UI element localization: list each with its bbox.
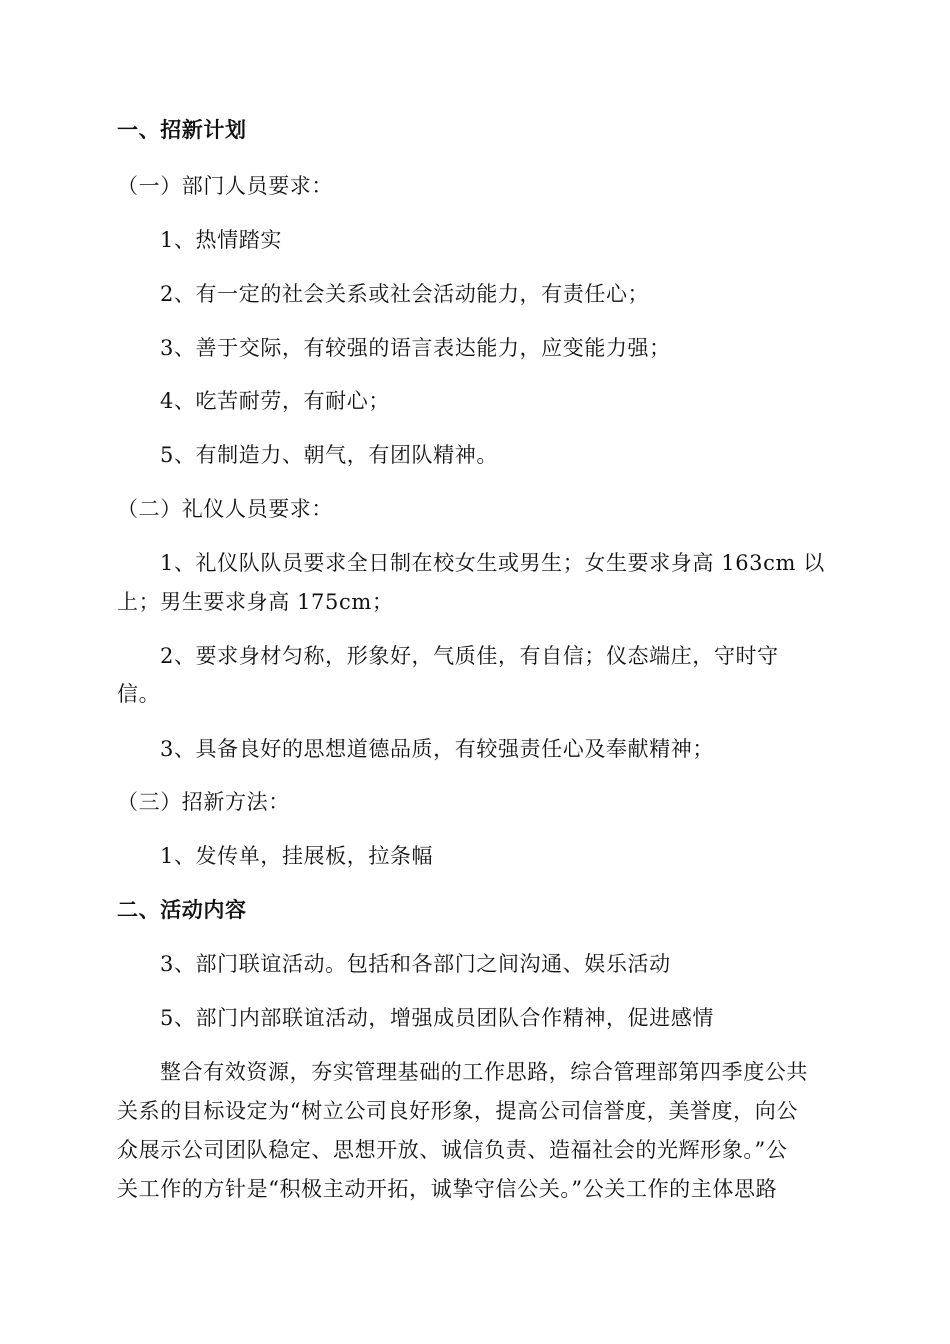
list-item: 3、善于交际，有较强的语言表达能力，应变能力强； bbox=[160, 336, 671, 360]
list-item: 4、吃苦耐劳，有耐心； bbox=[160, 389, 390, 413]
list-item-continuation: 信。 bbox=[117, 682, 161, 706]
paragraph-line: 关系的目标设定为“树立公司良好形象，提高公司信誉度，美誉度，向公 bbox=[117, 1099, 798, 1123]
list-item: 2、要求身材匀称，形象好，气质佳，有自信；仪态端庄，守时守 bbox=[160, 644, 779, 668]
subsection-heading: （一）部门人员要求： bbox=[117, 174, 333, 198]
list-item-continuation: 上；男生要求身高 175cm； bbox=[117, 590, 394, 614]
list-item: 3、部门联谊活动。包括和各部门之间沟通、娱乐活动 bbox=[160, 952, 671, 976]
paragraph-line: 众展示公司团队稳定、思想开放、诚信负责、造福社会的光辉形象。”公 bbox=[117, 1138, 788, 1162]
list-item: 2、有一定的社会关系或社会活动能力，有责任心； bbox=[160, 282, 650, 306]
list-item: 5、部门内部联谊活动，增强成员团队合作精神，促进感情 bbox=[160, 1006, 714, 1030]
section-heading: 一、招新计划 bbox=[117, 118, 247, 142]
list-item: 5、有制造力、朝气，有团队精神。 bbox=[160, 443, 498, 467]
list-item: 1、礼仪队队员要求全日制在校女生或男生；女生要求身高 163cm 以 bbox=[160, 551, 825, 575]
list-item: 1、热情踏实 bbox=[160, 228, 282, 252]
paragraph-line: 关工作的方针是“积极主动开拓，诚挚守信公关。”公关工作的主体思路 bbox=[117, 1177, 778, 1201]
subsection-heading: （三）招新方法： bbox=[117, 790, 290, 814]
subsection-heading: （二）礼仪人员要求： bbox=[117, 497, 333, 521]
list-item: 3、具备良好的思想道德品质，有较强责任心及奉献精神； bbox=[160, 737, 714, 761]
list-item: 1、发传单，挂展板，拉条幅 bbox=[160, 844, 434, 868]
section-heading: 二、活动内容 bbox=[117, 898, 247, 922]
paragraph-line: 整合有效资源，夯实管理基础的工作思路，综合管理部第四季度公共 bbox=[160, 1060, 808, 1084]
